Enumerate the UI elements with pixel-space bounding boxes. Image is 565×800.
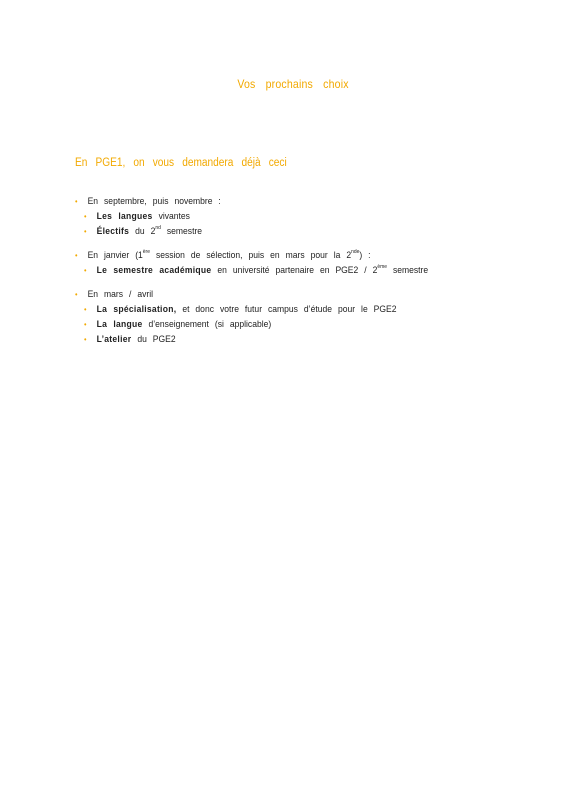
list-subitem-bold: Le semestre académique [96,265,212,276]
list-subitem-bold: La spécialisation, [96,304,177,315]
bullet-icon: • [75,197,78,206]
bullet-icon: • [84,305,87,314]
list-item [75,248,498,263]
list-group-september [75,194,545,239]
bullet-icon: • [84,227,87,236]
bullet-icon: • [84,320,87,329]
list-subitem-bold: La langue [96,319,143,330]
list-item-text: session de sélection, puis en mars pour la 2 [149,250,352,261]
list-item-text: ) : [359,250,371,261]
section-heading: En PGE1, on vous demandera déjà ceci [75,157,287,169]
list-subitem [75,302,498,317]
list-item [75,194,498,209]
list-subitem [75,209,498,224]
ordinal-suffix: nde [351,249,360,255]
list-subitem-text: du PGE2 [131,334,176,345]
list-subitem-text: du 2 [129,226,156,237]
choices-list [75,194,545,356]
list-subitem-text: et donc votre futur campus d’étude pour le PGE2 [176,304,397,315]
list-subitem-tail: semestre [160,226,203,237]
list-subitem [75,332,498,347]
list-group-january [75,248,545,278]
list-subitem-bold: Les langues [96,211,153,222]
list-subitem-tail: semestre [386,265,429,276]
ordinal-suffix: ème [377,264,387,270]
list-subitem-text: vivantes [152,211,190,222]
list-item-text: En septembre, puis novembre : [87,196,221,207]
list-subitem [75,263,498,278]
bullet-icon: • [84,212,87,221]
ordinal-suffix: ère [142,249,150,255]
list-group-march [75,287,545,347]
bullet-icon: • [84,266,87,275]
page-title: Vos prochains choix [237,77,349,91]
list-subitem [75,317,498,332]
list-subitem-text: d’enseignement (si applicable) [142,319,272,330]
bullet-icon: • [75,290,78,299]
list-subitem [75,224,498,239]
list-item-text: En mars / avril [87,289,154,300]
bullet-icon: • [84,335,87,344]
list-subitem-bold: Électifs [96,226,130,237]
list-subitem-text: en université partenaire en PGE2 / 2 [211,265,378,276]
bullet-icon: • [75,251,78,260]
list-item [75,287,498,302]
ordinal-suffix: nd [155,225,161,231]
list-item-text: En janvier (1 [87,250,143,261]
list-subitem-bold: L’atelier [96,334,132,345]
